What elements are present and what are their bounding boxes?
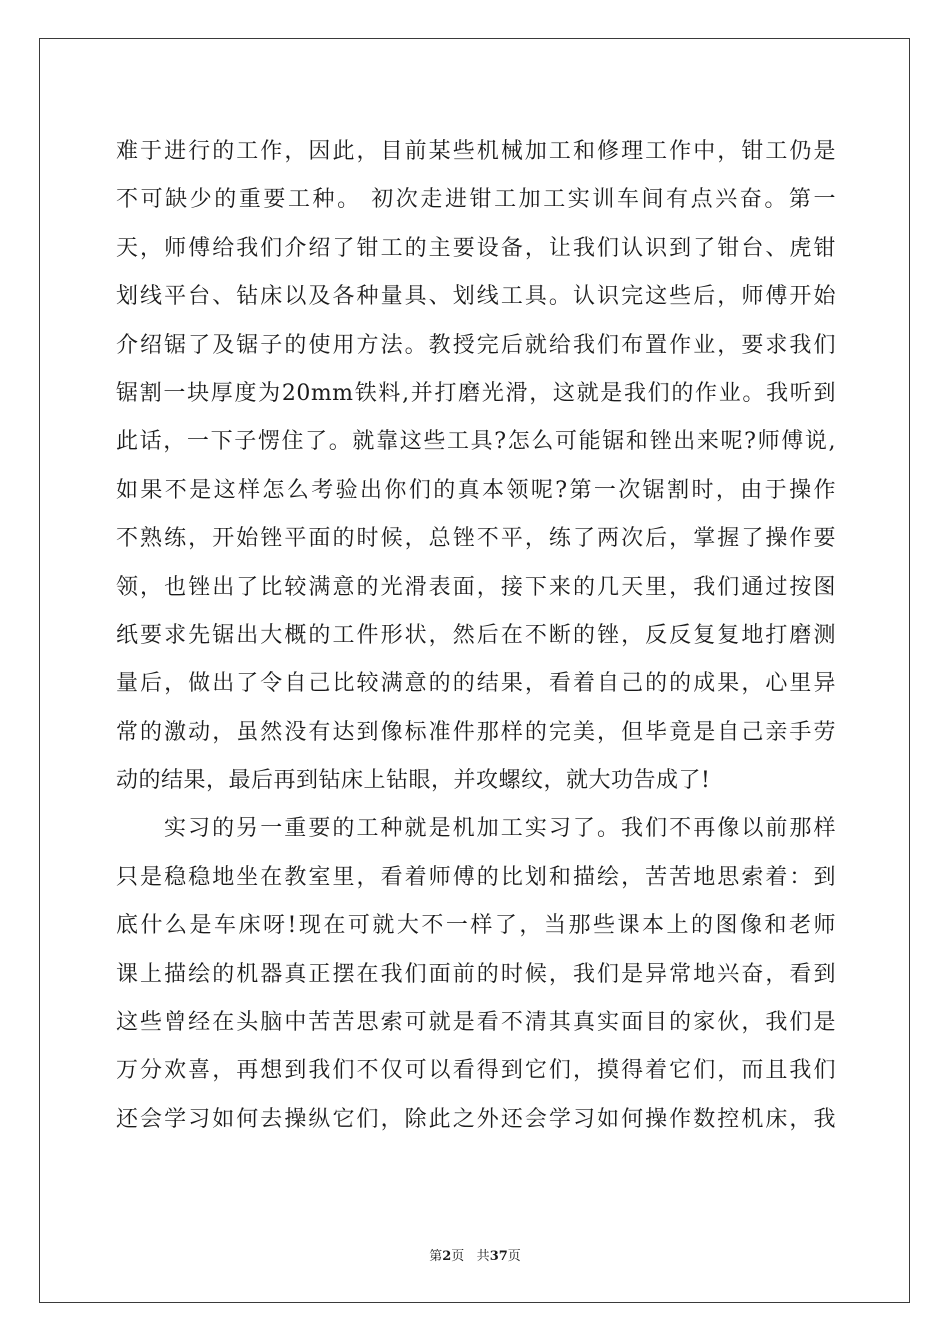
page-footer	[0, 1245, 950, 1264]
footer-page-number: 2	[442, 1249, 452, 1264]
text-line: 难于进行的工作，因此，目前某些机械加工和修理工作中，钳工仍是	[116, 139, 836, 164]
text-line: 领，也锉出了比较满意的光滑表面，接下来的几天里，我们通过按图	[116, 574, 836, 600]
footer-page-unit: 页	[451, 1249, 465, 1264]
text-line: 划线平台、钻床以及各种量具、划线工具。认识完这些后，师傅开始	[116, 284, 836, 310]
document-body	[116, 128, 836, 1144]
text-line: 动的结果，最后再到钻床上钻眼，并攻螺纹，就大功告成了!	[116, 768, 711, 794]
text-line: 常的激动，虽然没有达到像标准件那样的完美，但毕竟是自己亲手劳	[116, 719, 836, 745]
text-line: 天，师傅给我们介绍了钳工的主要设备，让我们认识到了钳台、虎钳	[116, 235, 836, 261]
footer-prefix: 第	[429, 1249, 443, 1264]
text-line: 此话，一下子愣住了。就靠这些工具?怎么可能锯和锉出来呢?师傅说,	[116, 429, 836, 455]
text-line: 这些曾经在头脑中苦苦思索可就是看不清其真实面目的家伙，我们是	[116, 1010, 836, 1036]
text-line: 不熟练，开始锉平面的时候，总锉不平，练了两次后，掌握了操作要	[116, 526, 836, 552]
text-line: 万分欢喜，再想到我们不仅可以看得到它们，摸得着它们，而且我们	[116, 1058, 836, 1084]
text-line: 实习的另一重要的工种就是机加工实习了。我们不再像以前那样	[164, 816, 836, 842]
text-line: 介绍锯了及锯子的使用方法。教授完后就给我们布置作业，要求我们	[116, 332, 836, 358]
footer-total-unit: 页	[507, 1249, 521, 1264]
text-line: 如果不是这样怎么考验出你们的真本领呢?第一次锯割时，由于操作	[116, 477, 836, 503]
text-line: 课上描绘的机器真正摆在我们面前的时候，我们是异常地兴奋，看到	[116, 961, 836, 987]
text-line: 不可缺少的重要工种。 初次走进钳工加工实训车间有点兴奋。第一	[116, 187, 836, 213]
text-line: 量后，做出了令自己比较满意的的结果，看着自己的的成果，心里异	[116, 671, 836, 697]
text-line: 只是稳稳地坐在教室里，看着师傅的比划和描绘，苦苦地思索着：到	[116, 864, 836, 890]
footer-total-prefix: 共	[476, 1249, 490, 1264]
footer-total-pages: 37	[489, 1249, 508, 1264]
text-line: 纸要求先锯出大概的工件形状，然后在不断的锉，反反复复地打磨测	[116, 622, 836, 648]
text-line: 锯割一块厚度为20mm铁料,并打磨光滑，这就是我们的作业。我听到	[116, 380, 836, 406]
text-line: 底什么是车床呀!现在可就大不一样了，当那些课本上的图像和老师	[116, 913, 836, 939]
text-line: 还会学习如何去操纵它们，除此之外还会学习如何操作数控机床，我	[116, 1106, 836, 1132]
